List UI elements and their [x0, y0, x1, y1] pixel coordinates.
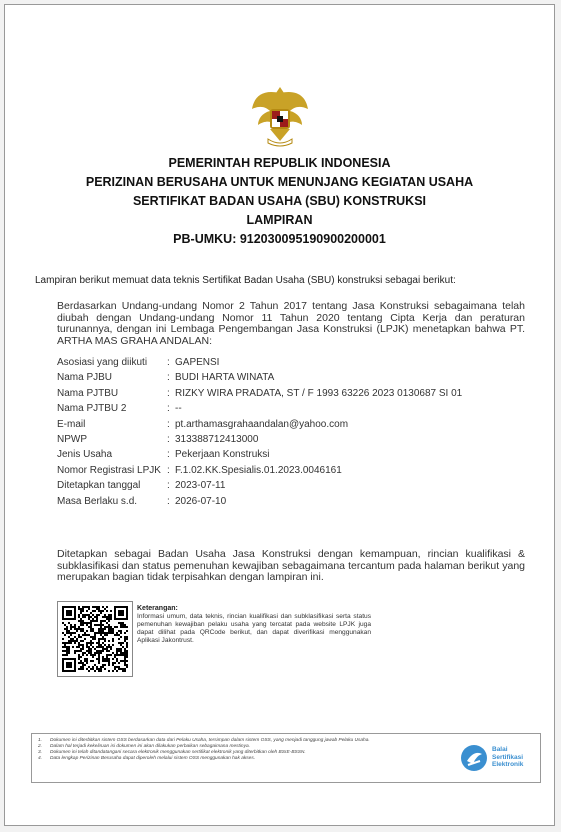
field-value: Pekerjaan Konstruksi	[175, 449, 270, 461]
technical-data-fields	[57, 357, 462, 511]
bse-logo-icon	[460, 744, 488, 772]
keterangan-title: Keterangan:	[137, 605, 178, 612]
field-separator: :	[167, 387, 170, 399]
intro-text: Lampiran berikut memuat data teknis Sertifikat Badan Usaha (SBU) konstruksi sebagai berikut:	[35, 275, 456, 286]
field-row	[57, 496, 462, 511]
field-row	[57, 419, 462, 434]
footer-note: 1. Dokumen ini diterbitkan sistem OSS berdasarkan data dari Pelaku Usaha, tersimpan dalam sistem OSS, yang menjadi tanggung jawab Pelaku Usaha.	[38, 738, 370, 743]
field-value: F.1.02.KK.Spesialis.01.2023.0046161	[175, 464, 342, 476]
field-label: Nama PJTBU	[57, 387, 119, 399]
field-value: --	[175, 403, 182, 415]
field-label: Jenis Usaha	[57, 449, 113, 461]
field-label: Nama PJTBU 2	[57, 403, 127, 415]
field-separator: :	[167, 372, 170, 384]
header-line-3: SERTIFIKAT BADAN USAHA (SBU) KONSTRUKSI	[132, 194, 427, 208]
field-value: BUDI HARTA WINATA	[175, 372, 275, 384]
bse-logo-text: Balai Sertifikasi Elektronik	[492, 746, 524, 768]
field-separator: :	[167, 480, 170, 492]
field-separator: :	[167, 357, 170, 368]
field-label: Nama PJBU	[57, 372, 113, 384]
field-separator: :	[167, 403, 170, 415]
field-value: pt.arthamasgrahaandalan@yahoo.com	[175, 418, 349, 430]
field-row	[57, 388, 462, 403]
field-separator: :	[167, 449, 170, 461]
field-label: NPWP	[57, 433, 87, 445]
footer-note: 4. Data lengkap Perizinan Berusaha dapat diperoleh melalui sistem OSS menggunakan hak akses.	[38, 756, 256, 761]
header-line-5: PB-UMKU: 912030095190900200001	[173, 232, 386, 246]
field-separator: :	[167, 418, 170, 430]
field-row	[57, 357, 462, 372]
field-row	[57, 449, 462, 464]
field-value: 2023-07-11	[175, 480, 226, 492]
footer-box	[31, 733, 541, 783]
field-value: RIZKY WIRA PRADATA, ST / F 1993 63226 2023 0130687 SI 01	[175, 387, 463, 399]
field-separator: :	[167, 464, 170, 476]
field-row	[57, 480, 462, 495]
garuda-emblem-icon	[252, 83, 308, 149]
field-row	[57, 403, 462, 418]
field-separator: :	[167, 495, 170, 507]
footer-note: 2. Dalam hal terjadi kekeliruan isi dokumen ini akan dilakukan perbaikan sebagaimana mestinya.	[38, 744, 250, 749]
legal-basis-paragraph: Berdasarkan Undang-undang Nomor 2 Tahun 2017 tentang Jasa Konstruksi sebagaimana telah diubah dengan Undang-undang Nomor 11 Tahun 2020 tentang Cipta Kerja dan peraturan turunannya, dengan ini Lembaga Pengembangan Jasa Konstruksi (LPJK) menetapkan bahwa PT. ARTHA MAS GRAHA ANDALAN:	[57, 300, 525, 347]
header-line-4: LAMPIRAN	[246, 213, 313, 227]
qr-code-icon	[62, 606, 128, 672]
header-line-2: PERIZINAN BERUSAHA UNTUK MENUNJANG KEGIATAN USAHA	[85, 175, 474, 189]
field-value: 313388712413000	[175, 433, 259, 445]
qr-code-frame	[57, 601, 133, 677]
closing-paragraph: Ditetapkan sebagai Badan Usaha Jasa Konstruksi dengan kemampuan, rincian kualifikasi & subklasifikasi dan status pemenuhan kewajiban sebagaimana tercantum pada halaman berikut yang merupakan bagian tidak terpisahkan dengan lampiran ini.	[57, 548, 525, 584]
keterangan-body: Informasi umum, data teknis, rincian kualifikasi dan subklasifikasi serta status pemenuhan kewajiban pelaku usaha yang tercatat pada website LPJK juga dapat dilihat pada QRCode berikut, dan dapat diverifikasi menggunakan Aplikasi Jakontrust.	[137, 613, 371, 645]
document-page	[4, 4, 555, 826]
footer-notes	[38, 738, 468, 762]
field-label: Masa Berlaku s.d.	[57, 495, 138, 507]
bse-logo	[460, 742, 540, 776]
field-value: 2026-07-10	[175, 495, 227, 507]
header-line-1: PEMERINTAH REPUBLIK INDONESIA	[168, 156, 391, 170]
field-label: Nomor Registrasi LPJK	[57, 464, 161, 476]
field-row	[57, 372, 462, 387]
footer-note: 3. Dokumen ini telah ditandatangani secara elektronik menggunakan sertifikat elektronik yang diterbitkan oleh BSrE-BSSN.	[38, 750, 306, 755]
field-separator: :	[167, 433, 170, 445]
field-label: Ditetapkan tanggal	[57, 480, 141, 492]
field-row	[57, 434, 462, 449]
field-row	[57, 465, 462, 480]
field-value: GAPENSI	[175, 357, 220, 368]
field-label: E-mail	[57, 418, 86, 430]
field-label: Asosiasi yang diikuti	[57, 357, 148, 368]
